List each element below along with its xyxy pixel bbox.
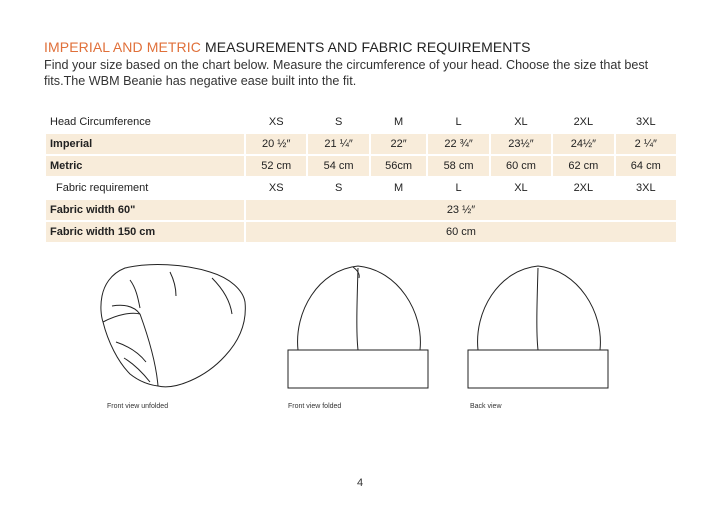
size-cell: L	[455, 116, 462, 128]
fabric-width-150-value: 60 cm	[246, 222, 676, 242]
head-circumference-label: Head Circumference	[50, 116, 151, 128]
imperial-cell: 23½″	[491, 134, 551, 154]
heading-accent: IMPERIAL AND METRIC	[44, 39, 201, 55]
size-cell: M	[393, 116, 404, 128]
fabric-size-cell: L	[455, 182, 462, 194]
caption-front-unfolded: Front view unfolded	[107, 403, 169, 410]
size-cell: S	[334, 116, 343, 128]
page-number: 4	[356, 477, 364, 489]
size-chart-table	[44, 110, 678, 244]
size-cell: 2XL	[573, 116, 594, 128]
metric-label: Metric	[46, 156, 244, 176]
metric-cell: 64 cm	[616, 156, 676, 176]
fabric-size-cell: 2XL	[573, 182, 594, 194]
imperial-cell: 21 ¼″	[308, 134, 368, 154]
size-cell: XL	[514, 116, 528, 128]
fabric-requirement-label: Fabric requirement	[56, 182, 149, 194]
caption-front-folded: Front view folded	[288, 403, 342, 410]
fabric-width-60-row	[46, 200, 676, 220]
fabric-size-cell: 3XL	[635, 182, 656, 194]
metric-row	[46, 156, 676, 176]
beanie-back-drawing	[468, 266, 608, 388]
imperial-cell: 24½″	[553, 134, 613, 154]
metric-cell: 52 cm	[246, 156, 306, 176]
fabric-size-cell: S	[334, 182, 343, 194]
heading-rest: MEASUREMENTS AND FABRIC REQUIREMENTS	[200, 39, 531, 55]
fabric-size-cell: M	[393, 182, 404, 194]
fabric-requirement-row	[46, 178, 676, 198]
metric-cell: 62 cm	[553, 156, 613, 176]
metric-cell: 54 cm	[308, 156, 368, 176]
fabric-width-150-label: Fabric width 150 cm	[46, 222, 244, 242]
fabric-width-60-label: Fabric width 60"	[46, 200, 244, 220]
caption-back: Back view	[470, 403, 502, 410]
beanie-front-unfolded-drawing	[101, 265, 245, 387]
fabric-width-60-value: 23 ½″	[246, 200, 676, 220]
fabric-size-cell: XS	[268, 182, 284, 194]
size-cell: XS	[268, 116, 284, 128]
imperial-cell: 22″	[371, 134, 427, 154]
size-cell: 3XL	[635, 116, 656, 128]
head-circumference-row	[46, 112, 676, 132]
metric-cell: 60 cm	[491, 156, 551, 176]
beanie-illustrations	[0, 262, 720, 402]
section-heading	[44, 39, 531, 55]
imperial-cell: 20 ½″	[246, 134, 306, 154]
imperial-label: Imperial	[46, 134, 244, 154]
imperial-cell: 2 ¼″	[616, 134, 676, 154]
imperial-row	[46, 134, 676, 154]
intro-paragraph: Find your size based on the chart below. Measure the circumference of your head. Choose the size that best fits.The WBM Beanie has negative ease built into the fit.	[44, 58, 649, 88]
imperial-cell: 22 ¾″	[428, 134, 488, 154]
metric-cell: 58 cm	[428, 156, 488, 176]
metric-cell: 56cm	[371, 156, 427, 176]
beanie-front-folded-drawing	[288, 266, 428, 388]
fabric-width-150-row	[46, 222, 676, 242]
fabric-size-cell: XL	[514, 182, 528, 194]
